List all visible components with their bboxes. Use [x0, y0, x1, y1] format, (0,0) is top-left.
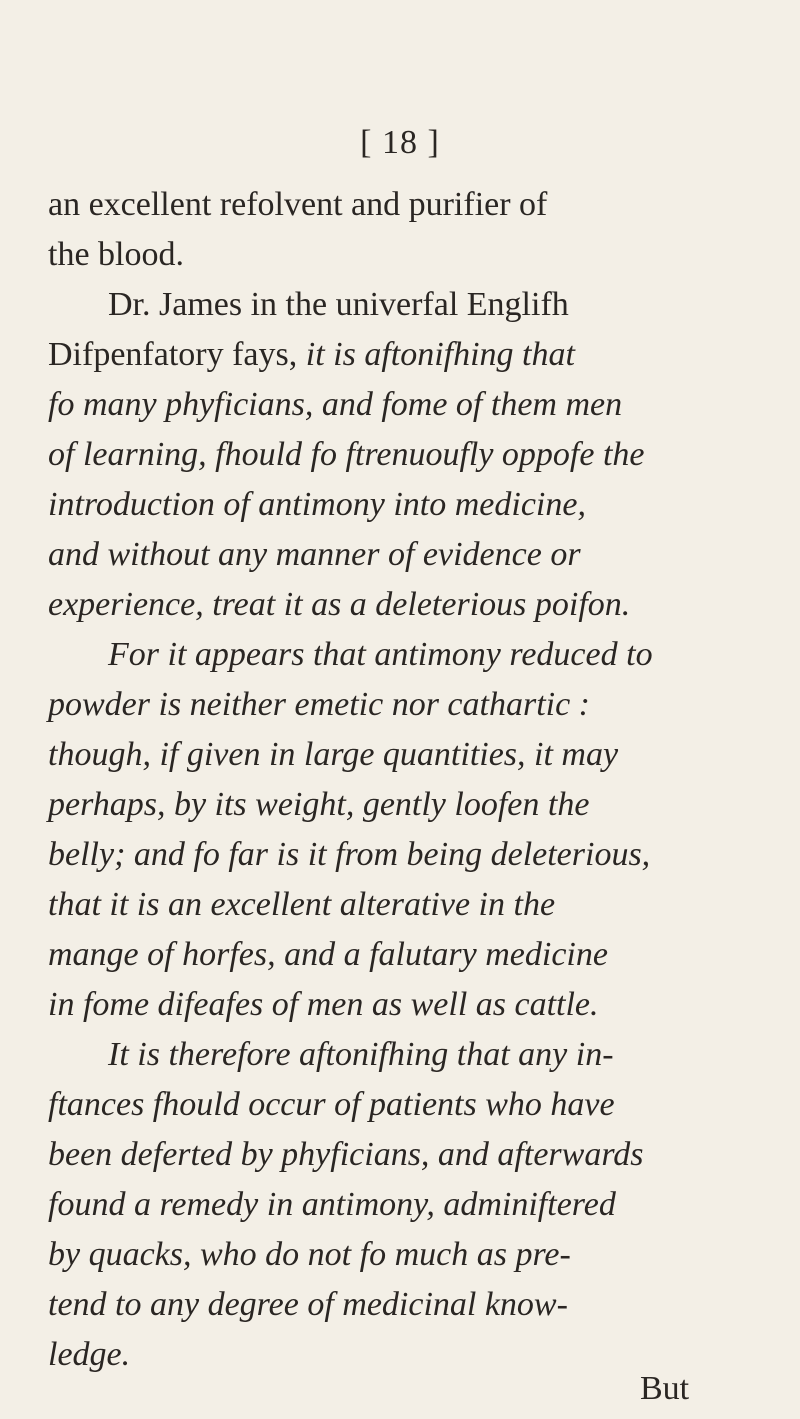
text-line: powder is neither emetic nor cathartic : [48, 686, 591, 723]
text-line: ledge. [48, 1336, 131, 1373]
text-line: an excellent refolvent and purifier of [48, 186, 548, 223]
text-line: been deferted by phyficians, and afterwards [48, 1136, 644, 1173]
text-line: in fome difeafes of men as well as cattle. [48, 986, 599, 1023]
text-line: and without any manner of evidence or [48, 536, 581, 573]
text-segment: Difpenfatory fays, [48, 336, 298, 373]
text-line: of learning, fhould fo ftrenuoufly oppofe the [48, 436, 645, 473]
text-line: the blood. [48, 236, 184, 273]
text-line: experience, treat it as a deleterious poifon. [48, 586, 631, 623]
catchword: But [640, 1370, 690, 1407]
text-line: by quacks, who do not fo much as pre- [48, 1236, 571, 1273]
text-line: though, if given in large quantities, it may [48, 736, 619, 773]
text-segment: it is aftonifhing that [297, 336, 575, 373]
text-line: It is therefore aftonifhing that any in- [108, 1036, 614, 1073]
text-line: mange of horfes, and a falutary medicine [48, 936, 608, 973]
text-line: fo many phyficians, and fome of them men [48, 386, 623, 423]
text-line: perhaps, by its weight, gently loofen the [48, 786, 590, 823]
text-line: ftances fhould occur of patients who have [48, 1086, 615, 1123]
text-line: For it appears that antimony reduced to [108, 636, 653, 673]
text-line: introduction of antimony into medicine, [48, 486, 586, 523]
text-line [48, 338, 575, 372]
text-line: that it is an excellent alterative in the [48, 886, 556, 923]
text-line: found a remedy in antimony, adminiftered [48, 1186, 616, 1223]
page-number-header: [ 18 ] [360, 124, 440, 161]
text-line: Dr. James in the univerfal Englifh [108, 286, 569, 323]
text-line: tend to any degree of medicinal know- [48, 1286, 568, 1323]
text-line: belly; and fo far is it from being deleterious, [48, 836, 651, 873]
